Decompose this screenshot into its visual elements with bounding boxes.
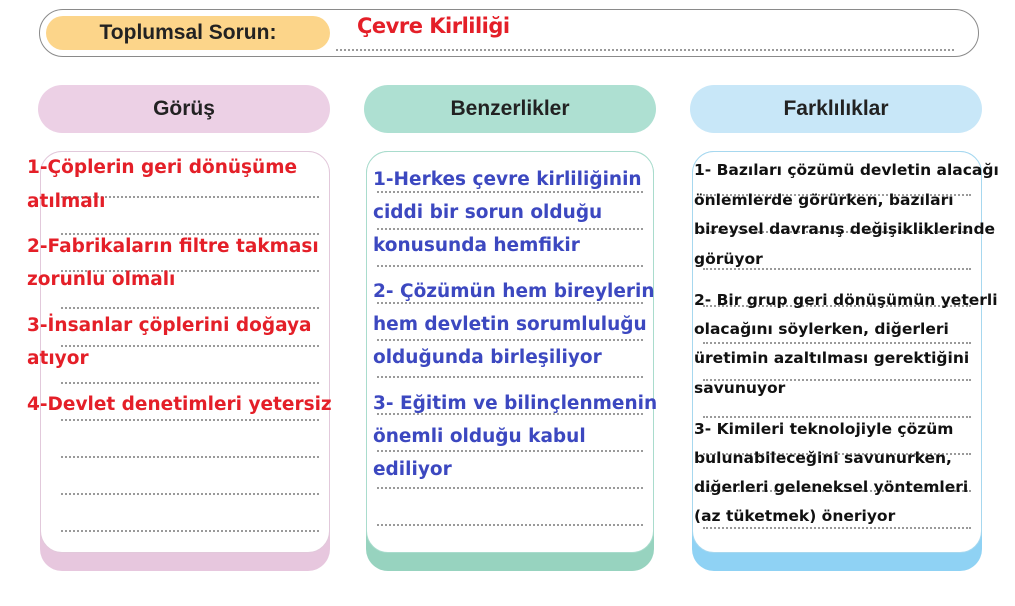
benzerlik-line[interactable]: konusunda hemfikir [373, 235, 580, 256]
benzerlik-line[interactable]: hem devletin sorumluluğu [373, 314, 647, 335]
column-header-farkliliklar: Farklılıklar [690, 85, 982, 133]
farklilik-line[interactable]: savunuyor [694, 379, 786, 397]
farklilik-line[interactable]: 2- Bir grup geri dönüşümün yeterli [694, 291, 998, 309]
gorus-line[interactable]: 1-Çöplerin geri dönüşüme [27, 157, 298, 178]
farklilik-line[interactable]: diğerleri geleneksel yöntemleri [694, 478, 969, 496]
gorus-line[interactable]: zorunlu olmalı [27, 269, 176, 290]
benzerlik-line[interactable]: 2- Çözümün hem bireylerin [373, 281, 655, 302]
gorus-line[interactable]: 2-Fabrikaların filtre takması [27, 236, 319, 257]
topic-value[interactable]: Çevre Kirliliği [357, 14, 510, 38]
benzerlik-line[interactable]: ciddi bir sorun olduğu [373, 202, 603, 223]
dotted-line [703, 268, 971, 270]
dotted-line [377, 265, 643, 267]
topic-label: Toplumsal Sorun: [46, 16, 330, 50]
dotted-line [377, 450, 643, 452]
dotted-line [61, 530, 319, 532]
gorus-line[interactable]: 3-İnsanlar çöplerini doğaya [27, 315, 312, 336]
farklilik-line[interactable]: olacağını söylerken, diğerleri [694, 320, 949, 338]
farklilik-line[interactable]: 1- Bazıları çözümü devletin alacağı [694, 161, 999, 179]
dotted-line [377, 376, 643, 378]
farklilik-line[interactable]: bulunabileceğini savunurken, [694, 449, 952, 467]
dotted-line [703, 342, 971, 344]
farklilik-line[interactable]: önlemlerde görürken, bazıları [694, 191, 954, 209]
dotted-line [377, 191, 643, 193]
benzerlik-line[interactable]: ediliyor [373, 459, 452, 480]
dotted-line [377, 339, 643, 341]
farklilik-line[interactable]: üretimin azaltılması gerektiğini [694, 349, 970, 367]
dotted-line [377, 228, 643, 230]
column-header-benzerlikler: Benzerlikler [364, 85, 656, 133]
dotted-line [61, 419, 319, 421]
dotted-line [703, 527, 971, 529]
topic-dotted-line [336, 49, 954, 51]
dotted-line [61, 456, 319, 458]
benzerlik-line[interactable]: önemli olduğu kabul [373, 426, 586, 447]
gorus-line[interactable]: atılmalı [27, 191, 106, 212]
dotted-line [703, 416, 971, 418]
farklilik-line[interactable]: (az tüketmek) öneriyor [694, 507, 896, 525]
benzerlik-line[interactable]: 3- Eğitim ve bilinçlenmenin [373, 393, 658, 414]
dotted-line [377, 302, 643, 304]
dotted-line [61, 493, 319, 495]
dotted-line [61, 382, 319, 384]
farklilik-line[interactable]: görüyor [694, 250, 763, 268]
column-header-gorus: Görüş [38, 85, 330, 133]
gorus-line[interactable]: atıyor [27, 348, 89, 369]
benzerlik-line[interactable]: olduğunda birleşiliyor [373, 347, 602, 368]
benzerlik-line[interactable]: 1-Herkes çevre kirliliğinin [373, 169, 642, 190]
dotted-line [377, 524, 643, 526]
farklilik-line[interactable]: 3- Kimileri teknolojiyle çözüm [694, 420, 954, 438]
dotted-line [61, 307, 319, 309]
farklilik-line[interactable]: bireysel davranış değişikliklerinde [694, 220, 996, 238]
dotted-line [377, 487, 643, 489]
topic-bar [39, 9, 979, 57]
dotted-line [61, 345, 319, 347]
gorus-line[interactable]: 4-Devlet denetimleri yetersiz [27, 394, 332, 415]
dotted-line [61, 233, 319, 235]
